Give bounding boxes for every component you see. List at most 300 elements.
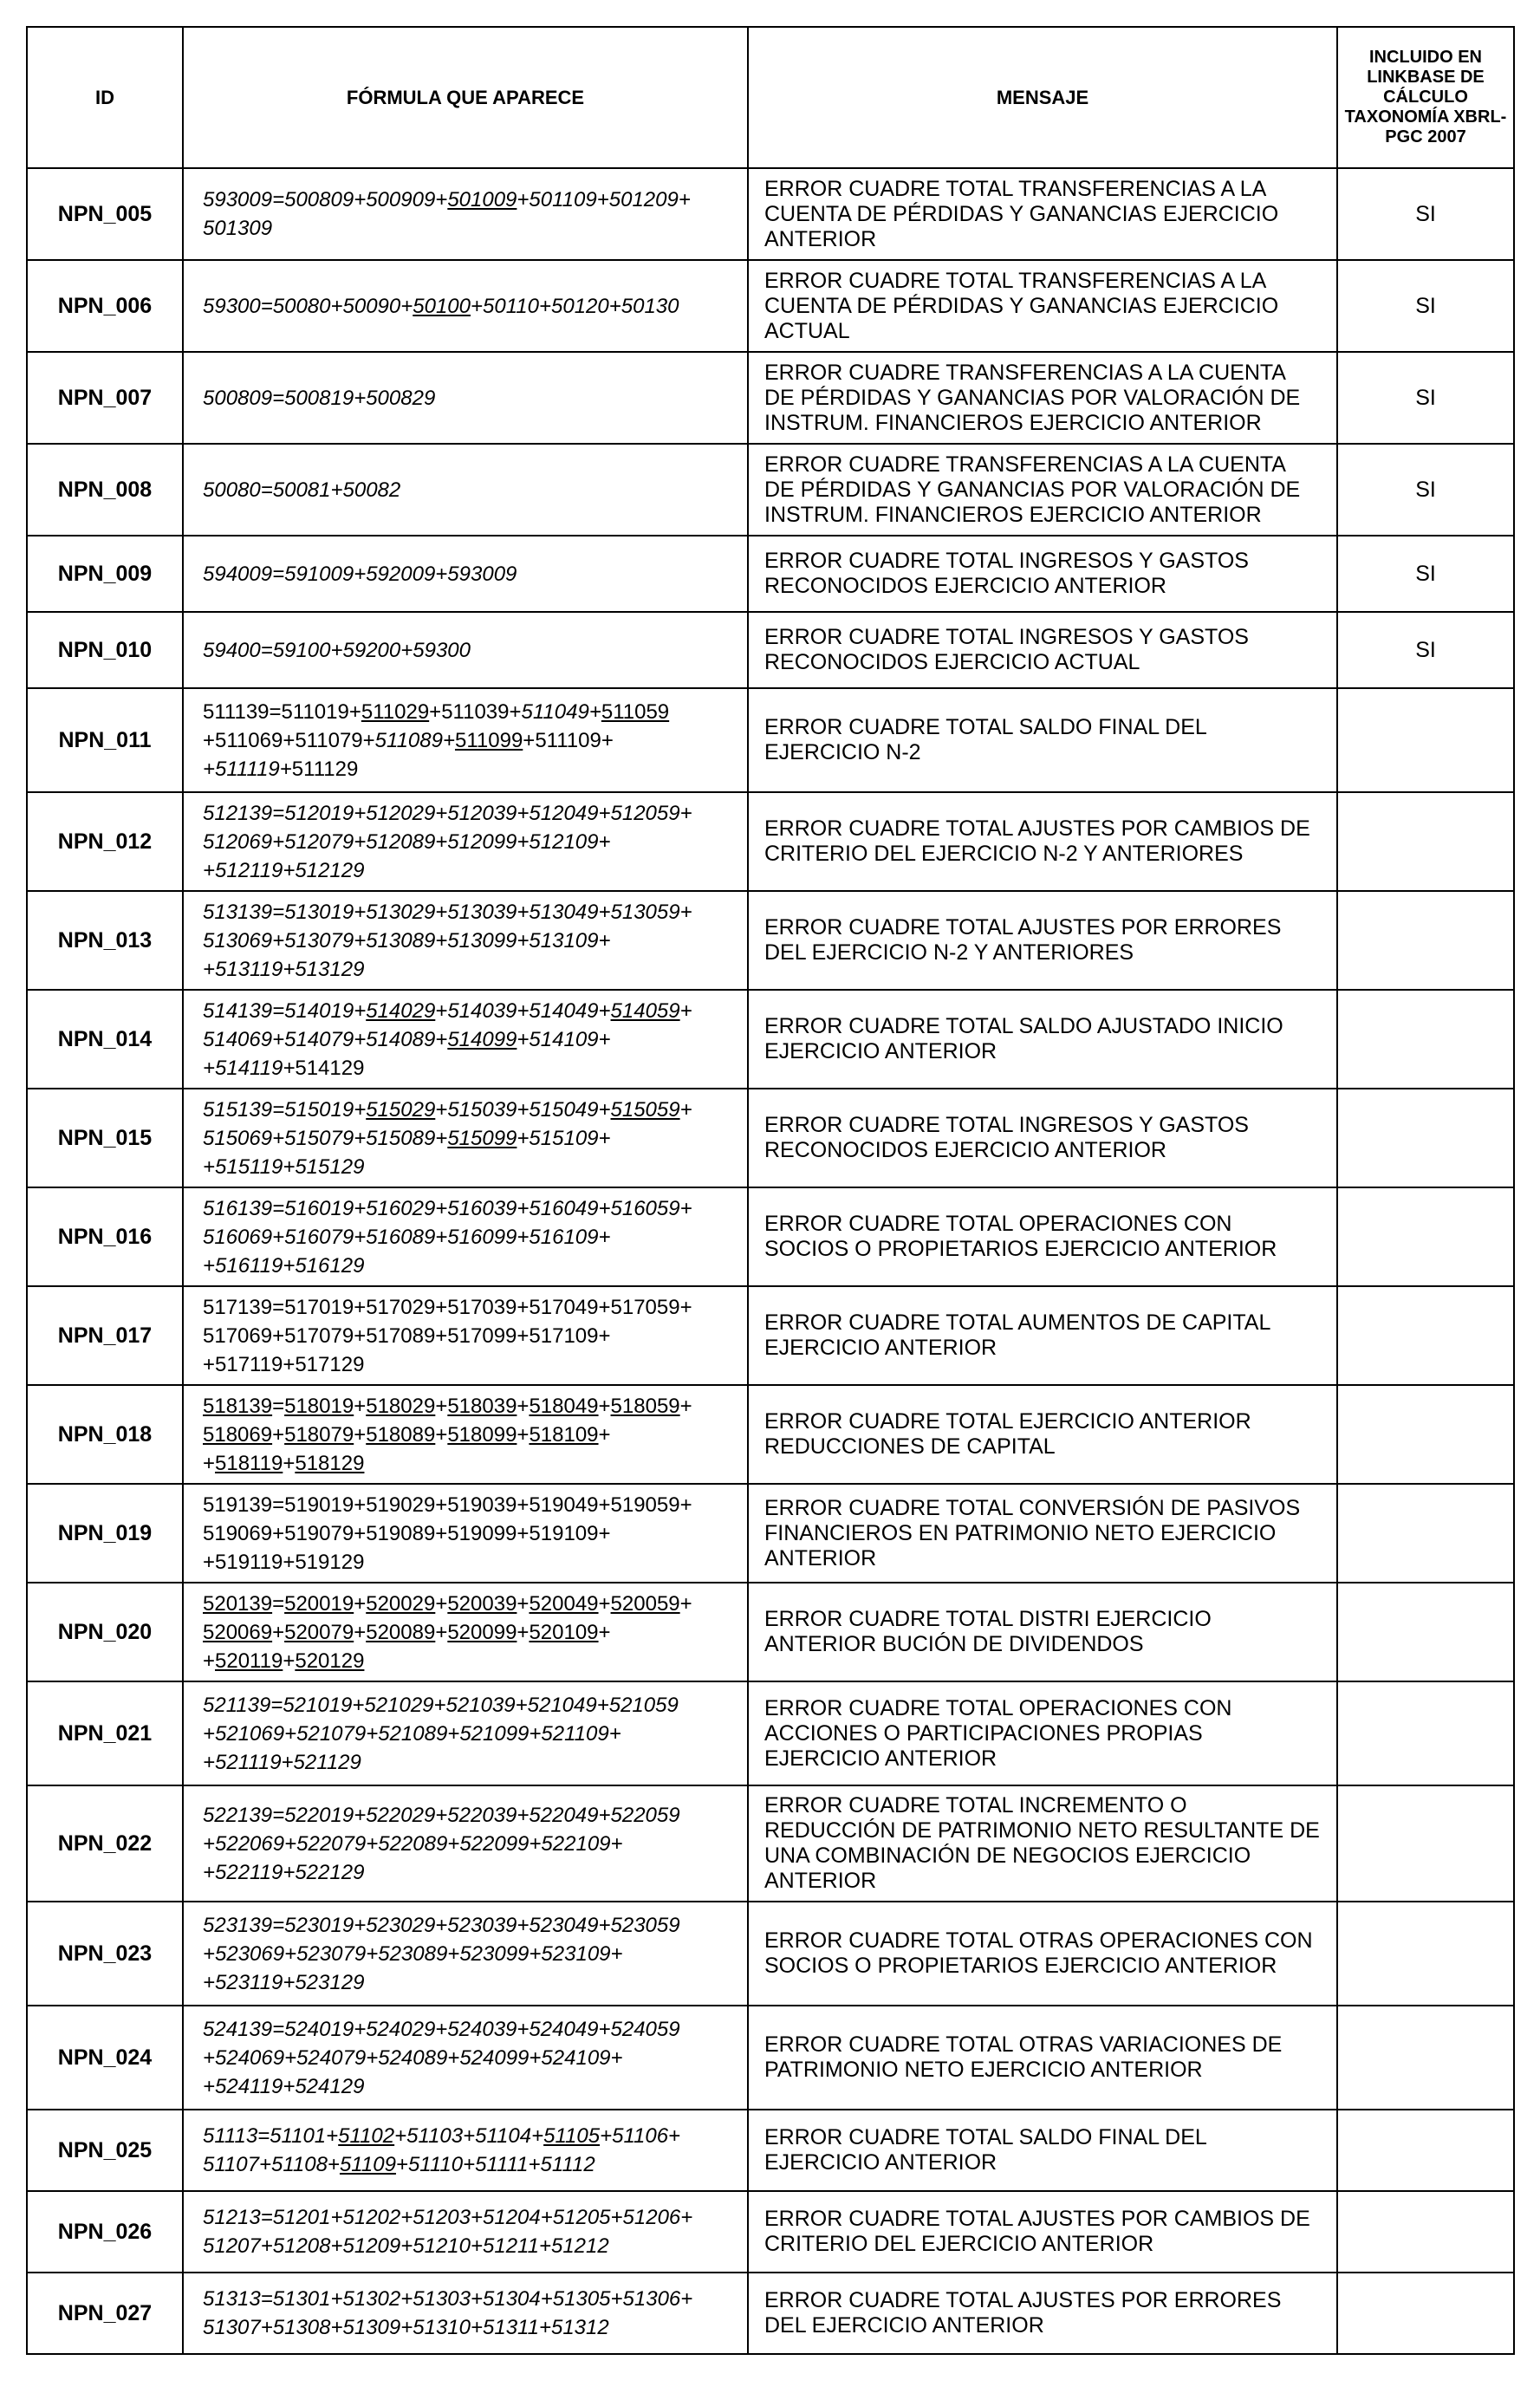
row-id: NPN_025 <box>27 2110 183 2191</box>
formula-segment: 518069 <box>203 1422 273 1447</box>
formula-line <box>203 1940 731 1968</box>
table-body <box>27 168 1514 2354</box>
formula-segment: 518059 <box>610 1394 680 1418</box>
row-message: ERROR CUADRE TOTAL AUMENTOS DE CAPITAL EJERCICIO ANTERIOR <box>748 1286 1337 1385</box>
formula-segment: +511069+511079+ <box>203 728 375 752</box>
row-formula <box>183 1385 748 1484</box>
formula-segment: + <box>354 1620 367 1644</box>
table-row <box>27 1681 1514 1785</box>
row-message: ERROR CUADRE TOTAL AJUSTES POR CAMBIOS DE CRITERIO DEL EJERCICIO N-2 Y ANTERIORES <box>748 792 1337 891</box>
formula-segment: 520119 <box>215 1648 283 1673</box>
formula-segment: 594009=591009+592009+593009 <box>203 562 517 586</box>
row-included <box>1337 1385 1514 1484</box>
formula-segment: 51109 <box>339 2153 396 2176</box>
row-included <box>1337 688 1514 792</box>
formula-line <box>203 1293 731 1322</box>
row-id: NPN_008 <box>27 444 183 536</box>
formula-segment: + <box>517 1422 530 1447</box>
formula-line <box>203 1748 731 1777</box>
formula-line <box>203 1124 731 1153</box>
formula-segment: + <box>435 1422 448 1447</box>
header-formula: FÓRMULA QUE APARECE <box>183 27 748 168</box>
row-id: NPN_016 <box>27 1187 183 1286</box>
formula-line <box>203 1519 731 1548</box>
row-message: ERROR CUADRE TOTAL EJERCICIO ANTERIOR REDUCCIONES DE CAPITAL <box>748 1385 1337 1484</box>
row-formula <box>183 612 748 688</box>
formula-segment: 520069 <box>203 1620 273 1644</box>
formula-segment: 520099 <box>447 1620 517 1644</box>
row-formula <box>183 688 748 792</box>
formula-line <box>203 1449 731 1478</box>
row-formula <box>183 1902 748 2006</box>
table-row <box>27 1785 1514 1902</box>
row-included: SI <box>1337 612 1514 688</box>
formula-line <box>203 1720 731 1748</box>
formula-segment: +523119+523129 <box>203 1970 365 1994</box>
row-formula <box>183 990 748 1089</box>
formula-line <box>203 1025 731 1054</box>
formula-segment: +511039+ <box>429 699 522 724</box>
table-row <box>27 444 1514 536</box>
header-row <box>27 27 1514 168</box>
formula-segment: +517119+517129 <box>203 1352 365 1376</box>
formula-segment: 593009=500809+500909+ <box>203 188 448 211</box>
formula-segment: 51113=51101+ <box>203 2124 339 2148</box>
formula-segment: 51107+51108+ <box>203 2153 340 2176</box>
formula-segment: 515069+515079+515089+ <box>203 1126 448 1150</box>
table-row <box>27 612 1514 688</box>
row-included <box>1337 1902 1514 2006</box>
formula-segment: 515059 <box>610 1097 680 1122</box>
formula-line <box>203 898 731 927</box>
row-included <box>1337 1286 1514 1385</box>
row-formula <box>183 2191 748 2273</box>
formula-line <box>203 2150 731 2179</box>
formula-line <box>203 1421 731 1449</box>
table-row <box>27 352 1514 444</box>
formula-segment: 514069+514079+ <box>203 1027 367 1051</box>
formula-segment: +524119+524129 <box>203 2074 365 2098</box>
formula-line <box>203 755 731 784</box>
row-message: ERROR CUADRE TOTAL INCREMENTO O REDUCCIÓN DE PATRIMONIO NETO RESULTANTE DE UNA COMBINACIÓN DE NEGOCIOS EJERCICIO ANTERIOR <box>748 1785 1337 1902</box>
formula-segment: = <box>272 1591 285 1616</box>
formula-segment: + <box>283 1648 296 1673</box>
formula-segment: +513119+513129 <box>203 957 365 981</box>
formula-segment: 518019 <box>284 1394 354 1418</box>
formula-line <box>203 1491 731 1519</box>
formula-segment: = <box>272 1394 285 1418</box>
row-message: ERROR CUADRE TOTAL INGRESOS Y GASTOS RECONOCIDOS EJERCICIO ANTERIOR <box>748 536 1337 612</box>
row-included <box>1337 990 1514 1089</box>
formula-segment: +51103+51104+ <box>394 2124 544 2148</box>
formula-segment: +51106+ <box>600 2124 681 2148</box>
formula-segment: 518089 <box>366 1422 436 1447</box>
formula-segment: +515039+515049+ <box>435 1097 611 1122</box>
row-included <box>1337 2006 1514 2110</box>
row-formula <box>183 536 748 612</box>
row-formula <box>183 352 748 444</box>
formula-segment: 515029 <box>366 1097 436 1122</box>
formula-segment: 514049+ <box>529 998 611 1023</box>
row-included: SI <box>1337 260 1514 352</box>
formula-line <box>203 476 731 504</box>
formula-segment: 50080=50081+50082 <box>203 478 401 502</box>
table-row <box>27 2006 1514 2110</box>
formula-segment: +522069+522079+522089+522099+522109+ <box>203 1831 623 1856</box>
formula-segment: 519069+519079+519089+519099+519109+ <box>203 1521 611 1545</box>
validation-table <box>26 26 1515 2355</box>
row-formula <box>183 260 748 352</box>
row-id: NPN_021 <box>27 1681 183 1785</box>
formula-segment: 514029 <box>366 998 436 1023</box>
row-formula <box>183 1681 748 1785</box>
formula-line <box>203 955 731 984</box>
formula-segment: 520079 <box>284 1620 354 1644</box>
formula-segment: 511059 <box>601 699 670 724</box>
row-message: ERROR CUADRE TOTAL CONVERSIÓN DE PASIVOS FINANCIEROS EN PATRIMONIO NETO EJERCICIO ANTERIOR <box>748 1484 1337 1583</box>
formula-line <box>203 1830 731 1858</box>
row-included: SI <box>1337 444 1514 536</box>
table-row <box>27 1484 1514 1583</box>
formula-segment: +516119+516129 <box>203 1253 365 1278</box>
row-formula <box>183 1785 748 1902</box>
formula-line <box>203 384 731 413</box>
formula-segment: 514089+ <box>366 1027 448 1051</box>
row-formula <box>183 2006 748 2110</box>
formula-line <box>203 799 731 828</box>
formula-segment: + <box>272 1620 285 1644</box>
row-included <box>1337 1484 1514 1583</box>
header-message: MENSAJE <box>748 27 1337 168</box>
formula-segment: 59400=59100+59200+59300 <box>203 638 471 662</box>
row-message: ERROR CUADRE TOTAL AJUSTES POR CAMBIOS DE CRITERIO DEL EJERCICIO ANTERIOR <box>748 2191 1337 2273</box>
formula-line <box>203 1618 731 1647</box>
formula-segment: + <box>679 1591 692 1616</box>
table-row <box>27 1583 1514 1681</box>
formula-line <box>203 636 731 665</box>
formula-segment: +514039+ <box>435 998 530 1023</box>
row-id: NPN_024 <box>27 2006 183 2110</box>
row-included: SI <box>1337 352 1514 444</box>
formula-line <box>203 2285 731 2313</box>
formula-line <box>203 1322 731 1350</box>
row-included <box>1337 1583 1514 1681</box>
row-id: NPN_010 <box>27 612 183 688</box>
formula-line <box>203 828 731 856</box>
formula-line <box>203 1548 731 1577</box>
row-included <box>1337 891 1514 990</box>
formula-segment: 520059 <box>610 1591 680 1616</box>
formula-segment: 511089+ <box>374 728 455 752</box>
formula-line <box>203 1590 731 1618</box>
formula-line <box>203 1194 731 1223</box>
formula-segment: 51313=51301+51302+51303+51304+51305+51306+ <box>203 2287 693 2311</box>
formula-segment: +523069+523079+523089+523099+523109+ <box>203 1941 623 1966</box>
formula-segment: + <box>598 1591 611 1616</box>
formula-segment: 514059 <box>610 998 680 1023</box>
formula-line <box>203 726 731 755</box>
row-message: ERROR CUADRE TOTAL OPERACIONES CON ACCIONES O PARTICIPACIONES PROPIAS EJERCICIO ANTERIOR <box>748 1681 1337 1785</box>
formula-segment: 520109 <box>529 1620 599 1644</box>
formula-line <box>203 856 731 885</box>
formula-segment: + <box>435 1394 448 1418</box>
row-message: ERROR CUADRE TOTAL TRANSFERENCIAS A LA CUENTA DE PÉRDIDAS Y GANANCIAS EJERCICIO ACTUAL <box>748 260 1337 352</box>
formula-segment: + <box>679 1394 692 1418</box>
formula-segment: 518129 <box>295 1451 365 1475</box>
row-id: NPN_023 <box>27 1902 183 2006</box>
row-message: ERROR CUADRE TOTAL SALDO AJUSTADO INICIO EJERCICIO ANTERIOR <box>748 990 1337 1089</box>
row-formula <box>183 1484 748 1583</box>
row-message: ERROR CUADRE TOTAL TRANSFERENCIAS A LA CUENTA DE PÉRDIDAS Y GANANCIAS EJERCICIO ANTERIOR <box>748 168 1337 260</box>
row-included: SI <box>1337 168 1514 260</box>
formula-segment: + <box>517 1591 530 1616</box>
formula-line <box>203 927 731 955</box>
row-message: ERROR CUADRE TOTAL AJUSTES POR ERRORES DEL EJERCICIO ANTERIOR <box>748 2273 1337 2354</box>
formula-line <box>203 2203 731 2232</box>
formula-segment: 518039 <box>447 1394 517 1418</box>
formula-segment: + <box>517 1620 530 1644</box>
formula-line <box>203 2313 731 2342</box>
formula-segment: + <box>598 1620 611 1644</box>
row-included <box>1337 2273 1514 2354</box>
formula-segment: +522119+522129 <box>203 1860 365 1884</box>
row-id: NPN_014 <box>27 990 183 1089</box>
table-row <box>27 891 1514 990</box>
row-message: ERROR CUADRE TOTAL OTRAS VARIACIONES DE PATRIMONIO NETO EJERCICIO ANTERIOR <box>748 2006 1337 2110</box>
formula-segment: 515099 <box>447 1126 517 1150</box>
row-id: NPN_012 <box>27 792 183 891</box>
formula-segment: + <box>354 1591 367 1616</box>
table-row <box>27 2273 1514 2354</box>
row-included <box>1337 2191 1514 2273</box>
formula-line <box>203 1691 731 1720</box>
row-message: ERROR CUADRE TRANSFERENCIAS A LA CUENTA DE PÉRDIDAS Y GANANCIAS POR VALORACIÓN DE INSTRUM. FINANCIEROS EJERCICIO ANTERIOR <box>748 352 1337 444</box>
row-id: NPN_020 <box>27 1583 183 1681</box>
formula-segment: 520139 <box>203 1591 273 1616</box>
row-included <box>1337 1187 1514 1286</box>
formula-segment: + <box>203 1648 216 1673</box>
formula-line <box>203 2232 731 2260</box>
formula-line <box>203 214 731 243</box>
row-id: NPN_009 <box>27 536 183 612</box>
formula-segment: 515139=515019+ <box>203 1097 367 1122</box>
formula-line <box>203 1911 731 1940</box>
formula-line <box>203 1054 731 1083</box>
row-included <box>1337 2110 1514 2191</box>
formula-segment: 51307+51308+51309+51310+51311+51312 <box>203 2316 609 2339</box>
table-row <box>27 536 1514 612</box>
formula-segment: +519119+519129 <box>203 1550 365 1574</box>
row-formula <box>183 2273 748 2354</box>
formula-line <box>203 1223 731 1252</box>
formula-segment: +515109+ <box>517 1126 611 1150</box>
formula-segment: + <box>517 1394 530 1418</box>
formula-segment: 523139=523019+523029+523039+523049+523059 <box>203 1913 680 1937</box>
formula-segment: 520129 <box>295 1648 365 1673</box>
formula-line <box>203 997 731 1025</box>
row-formula <box>183 1583 748 1681</box>
formula-line <box>203 1252 731 1280</box>
formula-segment: 516069+516079+516089+516099+516109+ <box>203 1225 611 1249</box>
row-formula <box>183 2110 748 2191</box>
formula-segment: 516139=516019+516029+516039+516049+516059+ <box>203 1196 692 1220</box>
table-row <box>27 1187 1514 1286</box>
row-message: ERROR CUADRE TOTAL DISTRI EJERCICIO ANTERIOR BUCIÓN DE DIVIDENDOS <box>748 1583 1337 1681</box>
formula-segment: 519139=519019+519029+519039+519049+519059+ <box>203 1492 692 1517</box>
formula-line <box>203 1392 731 1421</box>
table-row <box>27 792 1514 891</box>
formula-line <box>203 292 731 321</box>
formula-segment: 522139=522019+522029+522039+522049+522059 <box>203 1803 680 1827</box>
formula-segment: +501109+501209+ <box>517 188 691 211</box>
row-message: ERROR CUADRE TRANSFERENCIAS A LA CUENTA DE PÉRDIDAS Y GANANCIAS POR VALORACIÓN DE INSTRUM. FINANCIEROS EJERCICIO ANTERIOR <box>748 444 1337 536</box>
formula-segment: 518139 <box>203 1394 273 1418</box>
table-row <box>27 1089 1514 1187</box>
row-formula <box>183 792 748 891</box>
formula-segment: 511139=511019+ <box>203 699 361 724</box>
row-included <box>1337 1089 1514 1187</box>
formula-line <box>203 1801 731 1830</box>
formula-segment: 51207+51208+51209+51210+51211+51212 <box>203 2234 609 2258</box>
formula-segment: 514129 <box>295 1056 365 1080</box>
row-message: ERROR CUADRE TOTAL AJUSTES POR ERRORES DEL EJERCICIO N-2 Y ANTERIORES <box>748 891 1337 990</box>
formula-segment: +51110+51111+51112 <box>395 2153 595 2176</box>
formula-segment: 518029 <box>366 1394 436 1418</box>
formula-segment: 518079 <box>284 1422 354 1447</box>
formula-segment: +521069+521079+521089+521099+521109+ <box>203 1721 621 1746</box>
row-message: ERROR CUADRE TOTAL INGRESOS Y GASTOS RECONOCIDOS EJERCICIO ACTUAL <box>748 612 1337 688</box>
row-included: SI <box>1337 536 1514 612</box>
formula-line <box>203 1968 731 1997</box>
row-included <box>1337 1681 1514 1785</box>
formula-segment: 520049 <box>529 1591 599 1616</box>
formula-segment: + <box>435 1591 448 1616</box>
table-row <box>27 1385 1514 1484</box>
header-id: ID <box>27 27 183 168</box>
formula-segment: 513069+513079+513089+513099+513109+ <box>203 928 611 953</box>
formula-segment: 59300=50080+50090+ <box>203 294 413 318</box>
formula-segment: +50110+50120+50130 <box>471 294 679 318</box>
row-formula <box>183 1089 748 1187</box>
formula-segment: +512119+512129 <box>203 858 365 882</box>
formula-line <box>203 698 731 726</box>
formula-line <box>203 2044 731 2072</box>
formula-segment: 520029 <box>366 1591 436 1616</box>
formula-line <box>203 1858 731 1887</box>
row-id: NPN_017 <box>27 1286 183 1385</box>
row-id: NPN_027 <box>27 2273 183 2354</box>
formula-segment: + <box>203 1451 216 1475</box>
formula-line <box>203 1096 731 1124</box>
row-id: NPN_005 <box>27 168 183 260</box>
formula-segment: + <box>598 1394 611 1418</box>
row-id: NPN_007 <box>27 352 183 444</box>
formula-segment: 512139=512019+512029+512039+512049+512059+ <box>203 801 692 825</box>
formula-segment: 511029 <box>361 699 430 724</box>
row-included <box>1337 1785 1514 1902</box>
formula-segment: 511129 <box>291 757 359 781</box>
row-formula <box>183 1286 748 1385</box>
formula-segment: 517139=517019+517029+517039+517049+517059+ <box>203 1295 692 1319</box>
formula-segment: + <box>354 1394 367 1418</box>
table-row <box>27 1902 1514 2006</box>
table-row <box>27 260 1514 352</box>
row-id: NPN_018 <box>27 1385 183 1484</box>
formula-segment: 511099 <box>454 728 523 752</box>
table-row <box>27 688 1514 792</box>
formula-segment: 521139=521019+521029+521039+521049+521059 <box>203 1693 679 1717</box>
formula-segment: + <box>679 998 692 1023</box>
formula-segment: 517069+517079+517089+517099+517109+ <box>203 1323 611 1348</box>
row-message: ERROR CUADRE TOTAL OTRAS OPERACIONES CON SOCIOS O PROPIETARIOS EJERCICIO ANTERIOR <box>748 1902 1337 2006</box>
formula-segment: 520089 <box>366 1620 436 1644</box>
row-included <box>1337 792 1514 891</box>
formula-line <box>203 1350 731 1379</box>
formula-segment: 500809=500819+500829 <box>203 386 436 410</box>
formula-segment: 518119 <box>215 1451 283 1475</box>
formula-segment: 520039 <box>447 1591 517 1616</box>
formula-line <box>203 560 731 588</box>
formula-segment: + <box>283 1451 296 1475</box>
formula-segment: + <box>272 1422 285 1447</box>
row-id: NPN_026 <box>27 2191 183 2273</box>
formula-line <box>203 1647 731 1675</box>
formula-segment: 50100 <box>413 294 471 318</box>
table-row <box>27 2191 1514 2273</box>
table-row <box>27 990 1514 1089</box>
table-row <box>27 1286 1514 1385</box>
table-row <box>27 168 1514 260</box>
row-id: NPN_022 <box>27 1785 183 1902</box>
formula-segment: 518099 <box>447 1422 517 1447</box>
formula-line <box>203 2072 731 2101</box>
formula-segment: 512069+512079+512089+512099+512109+ <box>203 829 611 854</box>
row-id: NPN_019 <box>27 1484 183 1583</box>
formula-segment: 511049+ <box>521 699 601 724</box>
row-message: ERROR CUADRE TOTAL OPERACIONES CON SOCIOS O PROPIETARIOS EJERCICIO ANTERIOR <box>748 1187 1337 1286</box>
formula-segment: 51213=51201+51202+51203+51204+51205+51206+ <box>203 2206 693 2229</box>
formula-segment: 524139=524019+524029+524039+524049+524059 <box>203 2017 680 2041</box>
row-id: NPN_013 <box>27 891 183 990</box>
row-id: NPN_006 <box>27 260 183 352</box>
formula-line <box>203 185 731 214</box>
formula-segment: +514109+ <box>517 1027 611 1051</box>
formula-segment: +524069+524079+524089+524099+524109+ <box>203 2045 623 2070</box>
formula-segment: 513139=513019+513029+513039+513049+513059+ <box>203 900 692 924</box>
formula-segment: 51102 <box>338 2124 395 2148</box>
formula-segment: + <box>354 1422 367 1447</box>
formula-segment: +514119+ <box>203 1056 296 1080</box>
header-included: INCLUIDO EN LINKBASE DE CÁLCULO TAXONOMÍA XBRL-PGC 2007 <box>1337 27 1514 168</box>
formula-segment: 518109 <box>529 1422 599 1447</box>
table-row <box>27 2110 1514 2191</box>
row-message: ERROR CUADRE TOTAL SALDO FINAL DEL EJERCICIO ANTERIOR <box>748 2110 1337 2191</box>
formula-segment: + <box>679 1097 692 1122</box>
formula-line <box>203 1153 731 1181</box>
row-id: NPN_011 <box>27 688 183 792</box>
formula-line <box>203 2015 731 2044</box>
formula-segment: 501009 <box>447 188 517 211</box>
row-formula <box>183 1187 748 1286</box>
formula-segment: +521119+521129 <box>203 1750 361 1774</box>
row-id: NPN_015 <box>27 1089 183 1187</box>
formula-segment: + <box>435 1620 448 1644</box>
formula-segment: +511119+ <box>203 757 292 781</box>
row-message: ERROR CUADRE TOTAL SALDO FINAL DEL EJERCICIO N-2 <box>748 688 1337 792</box>
row-formula <box>183 168 748 260</box>
formula-segment: 518049 <box>529 1394 599 1418</box>
formula-segment: +515119+515129 <box>203 1154 365 1179</box>
